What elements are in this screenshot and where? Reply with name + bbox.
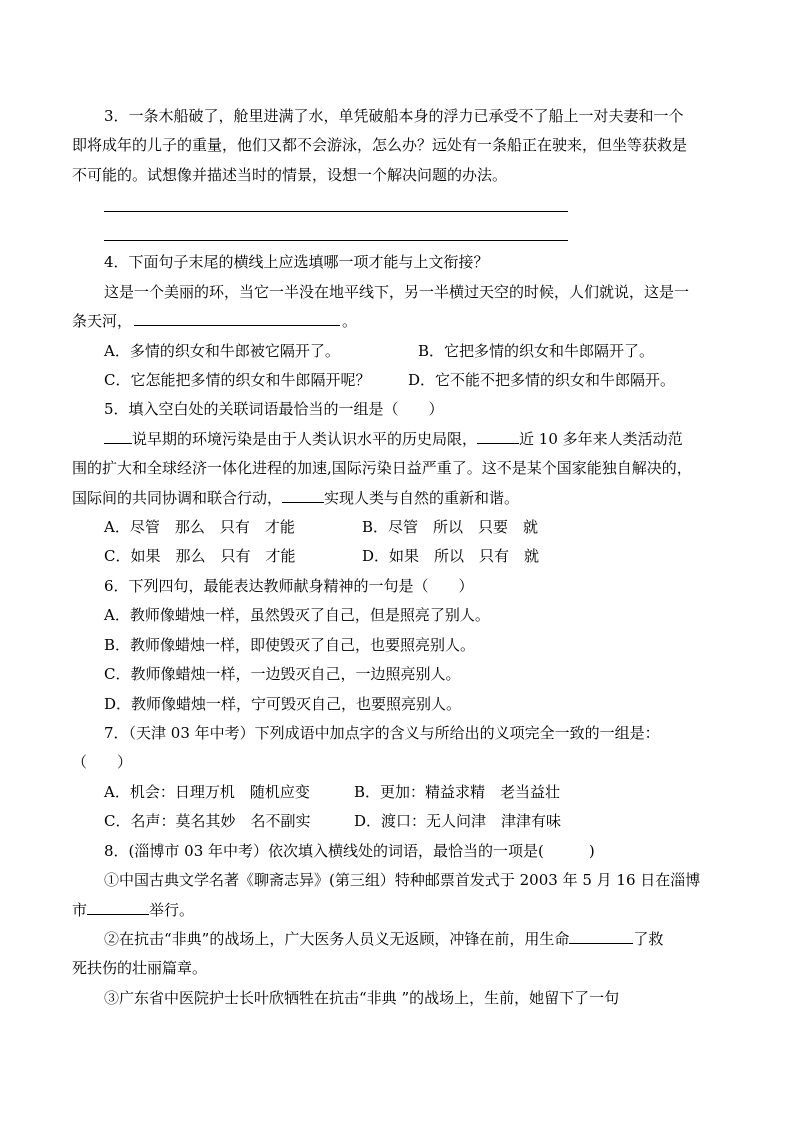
q5-option-d[interactable]: D．如果 所以 只有 就 bbox=[362, 547, 540, 565]
q5-blank-1[interactable] bbox=[104, 429, 132, 444]
q7-option-d[interactable]: D．渡口：无人问津 津津有味 bbox=[354, 812, 562, 830]
q3-line1: 3．一条木船破了，舱里进满了水，单凭破船本身的浮力已承受不了船上一对夫妻和一个 bbox=[104, 107, 684, 125]
q6-option-c[interactable]: C．教师像蜡烛一样，一边毁灭自己，一边照亮别人。 bbox=[104, 665, 461, 683]
q5-blank-2[interactable] bbox=[477, 429, 519, 444]
q8-item3-line1: ③广东省中医院护士长叶欣牺牲在抗击“非典 ”的战场上，生前，她留下了一句 bbox=[104, 989, 620, 1007]
q5-title: 5．填入空白处的关联词语最恰当的一组是（ ） bbox=[104, 400, 444, 418]
q6-title: 6．下列四句，最能表达教师献身精神的一句是（ ） bbox=[104, 577, 474, 595]
q5-passage-line3: 国际间的共同协调和联合行动， 实现人类与自然的重新和谐。 bbox=[72, 489, 520, 507]
q8-item1-line2: 市 举行。 bbox=[72, 901, 195, 919]
q7-option-a[interactable]: A．机会：日理万机 随机应变 bbox=[104, 783, 310, 801]
q6-option-b[interactable]: B．教师像蜡烛一样，即使毁灭了自己，也要照亮别人。 bbox=[104, 636, 476, 654]
q4-blank[interactable] bbox=[134, 311, 340, 326]
q5-passage-line1: 说早期的环境污染是由于人类认识水平的历史局限， 近 10 多年来人类活动范 bbox=[0, 429, 794, 449]
q4-option-c[interactable]: C．它怎能把多情的织女和牛郎隔开呢？ bbox=[104, 371, 371, 389]
q8-blank-1[interactable] bbox=[87, 900, 149, 915]
q5-options-row1 bbox=[0, 517, 794, 537]
q8-item2-line1: ②在抗击“非典”的战场上，广大医务人员义无返顾，冲锋在前，用生命 了救 bbox=[104, 930, 664, 948]
answer-line-1[interactable] bbox=[104, 211, 568, 212]
q5-option-b[interactable]: B．尽管 所以 只要 就 bbox=[362, 518, 539, 536]
q8-item1-line1: ①中国古典文学名著《聊斋志异》(第三组）特种邮票首发式于 2003 年 5 月 16 日在淄博 bbox=[104, 871, 701, 889]
q5-option-a[interactable]: A．尽管 那么 只有 才能 bbox=[104, 518, 295, 536]
q6-option-d[interactable]: D．教师像蜡烛一样，宁可毁灭自己，也要照亮别人。 bbox=[104, 695, 462, 713]
q7-title: 7．（天津 03 年中考）下列成语中加点字的含义与所给出的义项完全一致的一组是： bbox=[104, 724, 660, 742]
q8-blank-2[interactable] bbox=[569, 929, 633, 944]
q4-title: 4．下面句子末尾的横线上应选填哪一项才能与上文衔接？ bbox=[104, 253, 489, 271]
q4-passage-line1: 这是一个美丽的环，当它一半没在地平线下，另一半横过天空的时候，人们就说，这是一 bbox=[104, 283, 690, 301]
q4-option-b[interactable]: B．它把多情的织女和牛郎隔开了。 bbox=[418, 342, 655, 360]
q5-blank-3[interactable] bbox=[282, 488, 324, 503]
q4-passage-line2: 条天河， 。 bbox=[72, 312, 358, 330]
q5-passage-line2: 围的扩大和全球经济一体化进程的加速,国际污染日益严重了。这不是某个国家能独自解决的， bbox=[72, 459, 692, 477]
q5-option-c[interactable]: C．如果 那么 只有 才能 bbox=[104, 547, 296, 565]
q7-options-row2 bbox=[0, 811, 794, 831]
q4-options-row1 bbox=[0, 341, 794, 361]
q6-option-a[interactable]: A．教师像蜡烛一样，虽然毁灭了自己，但是照亮了别人。 bbox=[104, 606, 490, 624]
q7-option-c[interactable]: C．名声：莫名其妙 名不副实 bbox=[104, 812, 311, 830]
q8-title: 8．(淄博市 03 年中考）依次填入横线处的词语，最恰当的一项是( ) bbox=[104, 842, 595, 860]
q4-option-a[interactable]: A．多情的织女和牛郎被它隔开了。 bbox=[104, 342, 340, 360]
q4-option-d[interactable]: D．它不能不把多情的织女和牛郎隔开。 bbox=[408, 371, 676, 389]
q7-option-b[interactable]: B．更加：精益求精 老当益壮 bbox=[354, 783, 561, 801]
answer-line-2[interactable] bbox=[104, 240, 568, 241]
q8-item2-line2: 死扶伤的壮丽篇章。 bbox=[72, 959, 208, 977]
q5-options-row2 bbox=[0, 546, 794, 566]
q4-options-row2 bbox=[0, 370, 794, 390]
q3-line3: 不可能的。试想像并描述当时的情景，设想一个解决问题的办法。 bbox=[72, 166, 508, 184]
q7-answer-paren: （ ） bbox=[72, 753, 133, 771]
q7-options-row1 bbox=[0, 782, 794, 802]
q3-line2: 即将成年的儿子的重量，他们又都不会游泳，怎么办？远处有一条船正在驶来，但坐等获救是 bbox=[72, 136, 688, 154]
